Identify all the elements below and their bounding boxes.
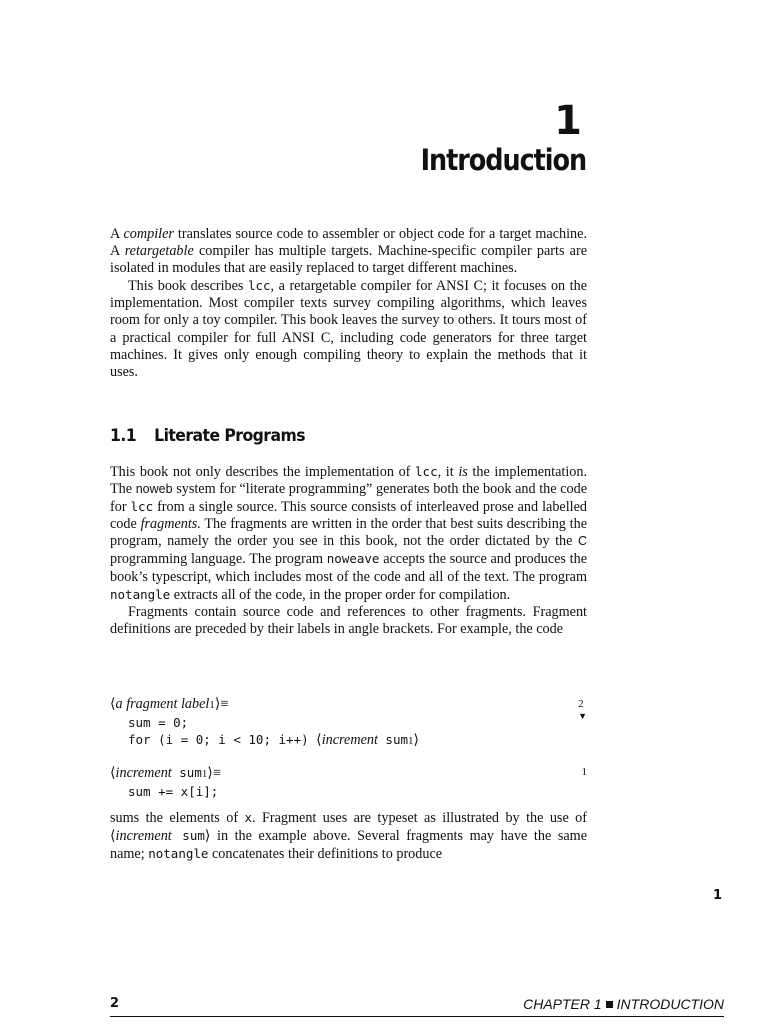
running-head-title: INTRODUCTION (616, 996, 724, 1012)
fragment-ref (578, 696, 587, 719)
text-run: compiler has multiple targets. Machine-specific compiler parts are isolated in modules that are easily replaced to target different machines. (110, 243, 588, 277)
fragment-label: increment (115, 765, 172, 781)
text-run: , it (437, 464, 459, 480)
fragment-use-code: sum (377, 732, 409, 747)
fragment-1-definition: ⟨a fragment label1⟩≡ 2 ▼ (110, 696, 587, 721)
text-run: sums the elements of (110, 810, 245, 826)
emphasis-is: is (458, 464, 468, 480)
text-run: translates source code to assembler or object code for a target machine. A (110, 226, 587, 260)
text-run: concatenates their definitions to produce (208, 846, 443, 863)
section-text-continued (110, 809, 587, 863)
code-lcc: lcc (415, 464, 438, 479)
code-notangle: notangle (110, 586, 171, 602)
section-text (110, 463, 587, 638)
term-retargetable: retargetable (124, 243, 194, 260)
code-line: sum += x[i]; (128, 784, 219, 799)
fragment-use-label: increment (321, 732, 378, 748)
name-c: C (577, 534, 587, 549)
text-run: accepts the source and produces the book’s typescript, which includes most of the code and all of the text. The program (110, 551, 587, 585)
text-run: programming language. The program (110, 551, 327, 568)
chapter-number: 1 (554, 98, 582, 144)
code-x: x (244, 810, 253, 825)
fragment-number: 1 (209, 699, 215, 711)
chapter-title: Introduction (420, 143, 586, 177)
fragment-label-code: sum (171, 765, 202, 780)
footer-page-number: 2 (110, 996, 120, 1011)
text-run: extracts all of the code, in the proper order for compilation. (170, 586, 511, 603)
intro-paragraph-1 (110, 226, 587, 277)
code-line: for (i = 0; i < 10; i++) ⟨increment sum1⟩ (128, 732, 420, 748)
text-run: This book not only describes the implementation of (110, 464, 416, 480)
section-paragraph-2: Fragments contain source code and references to other fragments. Fragment definitions are preceded by their labels in angle brackets. For example, the code (110, 603, 587, 637)
running-head-chapter: CHAPTER 1 (523, 996, 602, 1012)
running-head (523, 996, 724, 1012)
section-paragraph-3 (110, 809, 587, 863)
fragment-label: a fragment label (115, 696, 210, 712)
page-footer (110, 996, 724, 1017)
code-noweave: noweave (326, 551, 380, 567)
section-paragraph-1 (110, 463, 587, 604)
code-lcc: lcc (247, 278, 271, 294)
text-run: ⟩ in the example above. Several fragments may have the same name; (110, 828, 587, 863)
code-lcc: lcc (130, 499, 154, 515)
intro-text (110, 226, 587, 381)
intro-paragraph-2 (110, 277, 587, 381)
fragment-use-label: increment (115, 828, 172, 845)
term-fragments: fragments. (140, 516, 201, 533)
fragment-use-code: sum (171, 828, 205, 844)
fragment-use-number: 1 (408, 735, 414, 747)
text-run: The fragments are written in the order that best suits describing the program, namely the order you see in this book, not the order dictated by the (110, 516, 587, 550)
code-notangle: notangle (148, 846, 209, 862)
square-bullet-icon (606, 1001, 613, 1008)
fragment-1 (110, 696, 587, 750)
text-run: A (110, 226, 124, 242)
name-noweb: noweb (135, 482, 173, 497)
text-run: system for “literate programming” generates both the book and the code for (110, 481, 587, 516)
code-text: for (i = 0; i < 10; i++) (128, 732, 317, 747)
section-number: 1.1 (110, 426, 137, 446)
fragment-number: 1 (201, 768, 208, 780)
text-run: , a retargetable compiler for ANSI C; it focuses on the implementation. Most compiler texts survey compiling algorithms, which leaves room for only a toy compiler. This book leaves the survey to others. It tours most of a practical compiler for full ANSI C, including code generators for three target machines. It gives only enough compiling theory to explain the methods that it uses. (110, 278, 587, 380)
page-number: 1 (713, 888, 723, 903)
text-run: This book describes (128, 278, 248, 295)
fragment-2-definition: ⟨increment sum1⟩≡ 1 (110, 765, 587, 781)
ref-number: 2 (578, 698, 584, 710)
text-run: from a single source. This source consists of interleaved prose and labelled code (110, 499, 587, 533)
arrow-down-icon: ▼ (578, 711, 587, 721)
text-run: . Fragment uses are typeset as illustrated by the use of ⟨ (110, 810, 587, 845)
code-line: sum = 0; (128, 715, 189, 730)
text-run: the implementation. The (110, 464, 587, 498)
term-compiler: compiler (123, 226, 174, 242)
fragment-ref: 1 (581, 766, 587, 778)
fragment-2 (110, 764, 587, 800)
section-title: Literate Programs (154, 426, 305, 446)
section-heading (110, 424, 305, 448)
